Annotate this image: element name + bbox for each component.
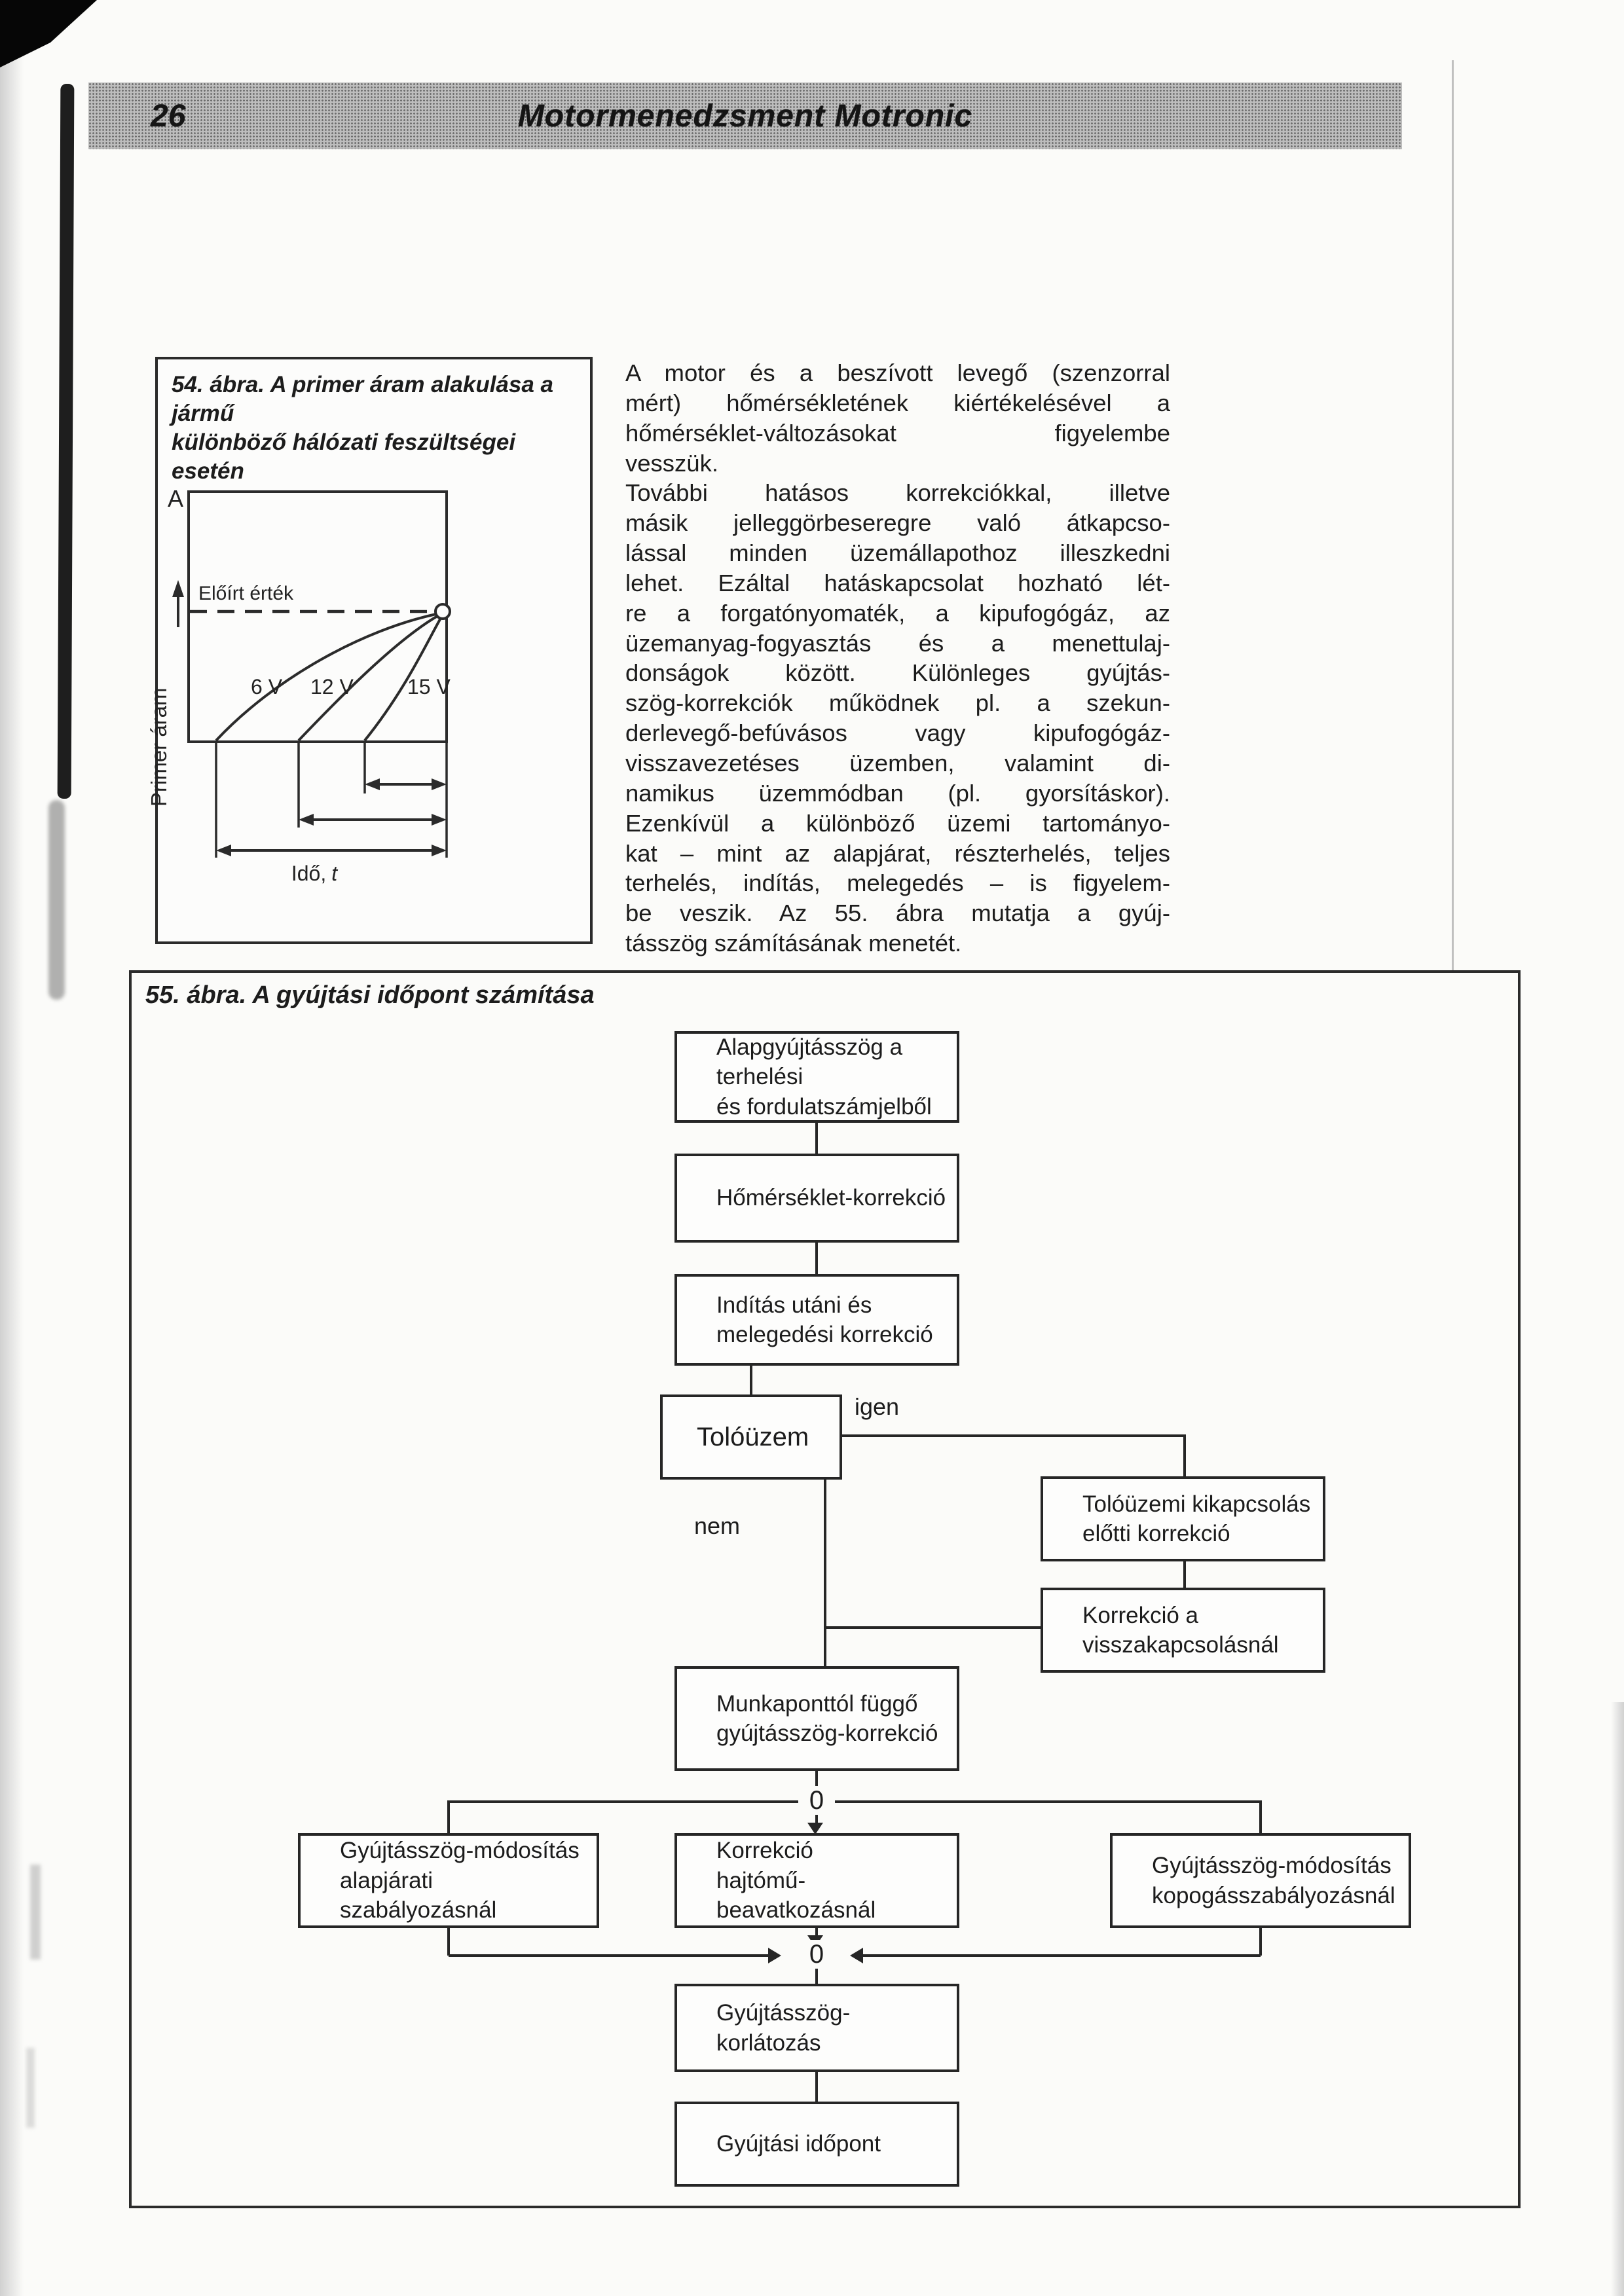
junction-zero-2: 0 xyxy=(798,1940,835,1969)
body-text-line: terhelés, indítás, melegedés – is figyelem- xyxy=(625,869,1170,897)
figure55-title: 55. ábra. A gyújtási időpont számítása xyxy=(145,981,595,1009)
flow-node-ignition-point: Gyújtási időpont xyxy=(674,2102,959,2187)
scan-smudge xyxy=(30,1865,41,1959)
page-number: 26 xyxy=(151,99,186,134)
body-text xyxy=(625,358,1170,958)
body-text-line: A motor és a beszívott levegő (szenzorral xyxy=(625,359,1170,386)
scan-page-edge-line xyxy=(1452,60,1454,970)
scan-binding-smudge xyxy=(48,800,65,1000)
connector xyxy=(815,1123,818,1154)
body-text-line: lással minden üzemállapothoz illeszkedni xyxy=(625,539,1170,567)
time-arrow-15v xyxy=(365,778,447,790)
body-text-line: tásszög számításának menetét. xyxy=(625,930,962,957)
scan-right-edge-shade xyxy=(1611,1702,1624,2296)
page-header-bar xyxy=(88,82,1402,149)
connector-down-left xyxy=(447,1800,450,1833)
body-text-line: re a forgatónyomaték, a kipufogógáz, az xyxy=(625,599,1170,627)
connector xyxy=(447,1928,450,1956)
connector-down-right xyxy=(1259,1800,1262,1833)
body-text-line: mért) hőmérsékletének kiértékelésével a xyxy=(625,389,1170,416)
curve-label-15v: 15 V xyxy=(407,675,451,699)
connector-yes-horizontal xyxy=(841,1434,1186,1437)
arrowhead-right-icon xyxy=(768,1948,781,1963)
connector xyxy=(815,1243,818,1274)
time-arrow-12v xyxy=(299,814,447,826)
connector xyxy=(815,1771,818,1786)
body-text-line: üzemanyag-fogyasztás és a menettulaj- xyxy=(625,629,1170,657)
body-text-line: kat – mint az alapjárat, részterhelés, teljes xyxy=(625,839,1170,867)
body-text-line: donságok között. Különleges gyújtás- xyxy=(625,659,1170,687)
curve-label-6v: 6 V xyxy=(251,675,283,699)
y-axis-unit: A xyxy=(167,485,183,512)
figure54-caption: 54. ábra. A primer áram alakulása a jármű különböző hálózati feszültségei esetén xyxy=(172,372,554,484)
scan-smudge xyxy=(26,2048,35,2128)
arrowhead-left-icon xyxy=(850,1948,863,1963)
curve-label-12v: 12 V xyxy=(310,675,354,699)
body-text-line: vesszük. xyxy=(625,449,718,477)
flow-node-knock-control-modification: Gyújtásszög-módosítás kopogásszabályozásnál xyxy=(1110,1833,1411,1928)
connector-to-reconnection xyxy=(825,1626,1041,1629)
figure54-chart xyxy=(144,445,596,903)
flow-node-base-ignition-angle: Alapgyújtásszög a terhelési és fordulatszámjelből xyxy=(674,1031,959,1123)
flow-node-working-point-correction: Munkaponttól függő gyújtásszög-korrekció xyxy=(674,1666,959,1771)
convergence-point-marker xyxy=(435,604,450,619)
scan-binding-strip xyxy=(58,84,75,799)
connector-yes-vertical xyxy=(1183,1434,1186,1476)
flow-node-drivetrain-intervention-correction: Korrekció hajtómű-beavatkozásnál xyxy=(674,1833,959,1928)
flow-node-temperature-correction: Hőmérséklet-korrekció xyxy=(674,1154,959,1243)
junction1-line-right xyxy=(835,1800,1261,1803)
body-text-line: További hatásos korrekciókkal, illetve xyxy=(625,479,1170,507)
branch-label-yes: igen xyxy=(855,1393,900,1420)
body-text-line: lehet. Ezáltal hatáskapcsolat hozható lét- xyxy=(625,569,1170,596)
connector xyxy=(1183,1561,1186,1588)
flow-node-reconnection-correction: Korrekció a visszakapcsolásnál xyxy=(1041,1588,1325,1673)
flow-node-start-warmup-correction: Indítás utáni és melegedési korrekció xyxy=(674,1274,959,1366)
body-text-line: hőmérséklet-változásokat figyelembe xyxy=(625,419,1170,446)
x-axis-label: Idő, t xyxy=(291,862,338,885)
plot-area-border xyxy=(189,492,447,742)
body-text-line: Ezenkívül a különböző üzemi tartományo- xyxy=(625,809,1170,837)
merge-line-left xyxy=(449,1954,768,1957)
connector xyxy=(815,2072,818,2102)
body-text-line: namikus üzemmódban (pl. gyorsításkor). xyxy=(625,779,1170,807)
y-axis-label: Primer áram xyxy=(147,687,171,807)
connector-no-trunk xyxy=(824,1480,826,1666)
connector xyxy=(815,1969,818,1984)
body-text-line: másik jelleggörbeseregre való átkapcso- xyxy=(625,509,1170,537)
junction-zero-1: 0 xyxy=(798,1786,835,1815)
branch-label-no: nem xyxy=(694,1512,741,1539)
connector xyxy=(1259,1928,1262,1956)
flow-node-overrun-decision: Tolóüzem xyxy=(660,1394,842,1480)
body-text-line: szög-korrekciók működnek pl. a szekun- xyxy=(625,689,1170,717)
time-arrow-6v xyxy=(216,845,447,856)
y-axis-arrow-head xyxy=(172,580,184,597)
body-text-line: derlevegő-befúvásos vagy kipufogógáz- xyxy=(625,720,1170,747)
flow-node-ignition-angle-limiting: Gyújtásszög-korlátozás xyxy=(674,1984,959,2072)
body-text-line: be veszik. Az 55. ábra mutatja a gyúj- xyxy=(625,900,1170,927)
page-header-title: Motormenedzsment Motronic xyxy=(517,99,973,134)
reference-line-label: Előírt érték xyxy=(198,583,294,604)
flow-node-overrun-cutoff-correction: Tolóüzemi kikapcsolás előtti korrekció xyxy=(1041,1476,1325,1561)
merge-line-right xyxy=(863,1954,1261,1957)
scan-left-edge-shade xyxy=(0,0,24,2296)
connector xyxy=(750,1366,752,1394)
body-text-line: visszavezetéses üzemben, valamint di- xyxy=(625,749,1170,776)
junction1-line-left xyxy=(449,1800,798,1803)
flow-node-idle-control-modification: Gyújtásszög-módosítás alapjárati szabályozásnál xyxy=(298,1833,599,1928)
